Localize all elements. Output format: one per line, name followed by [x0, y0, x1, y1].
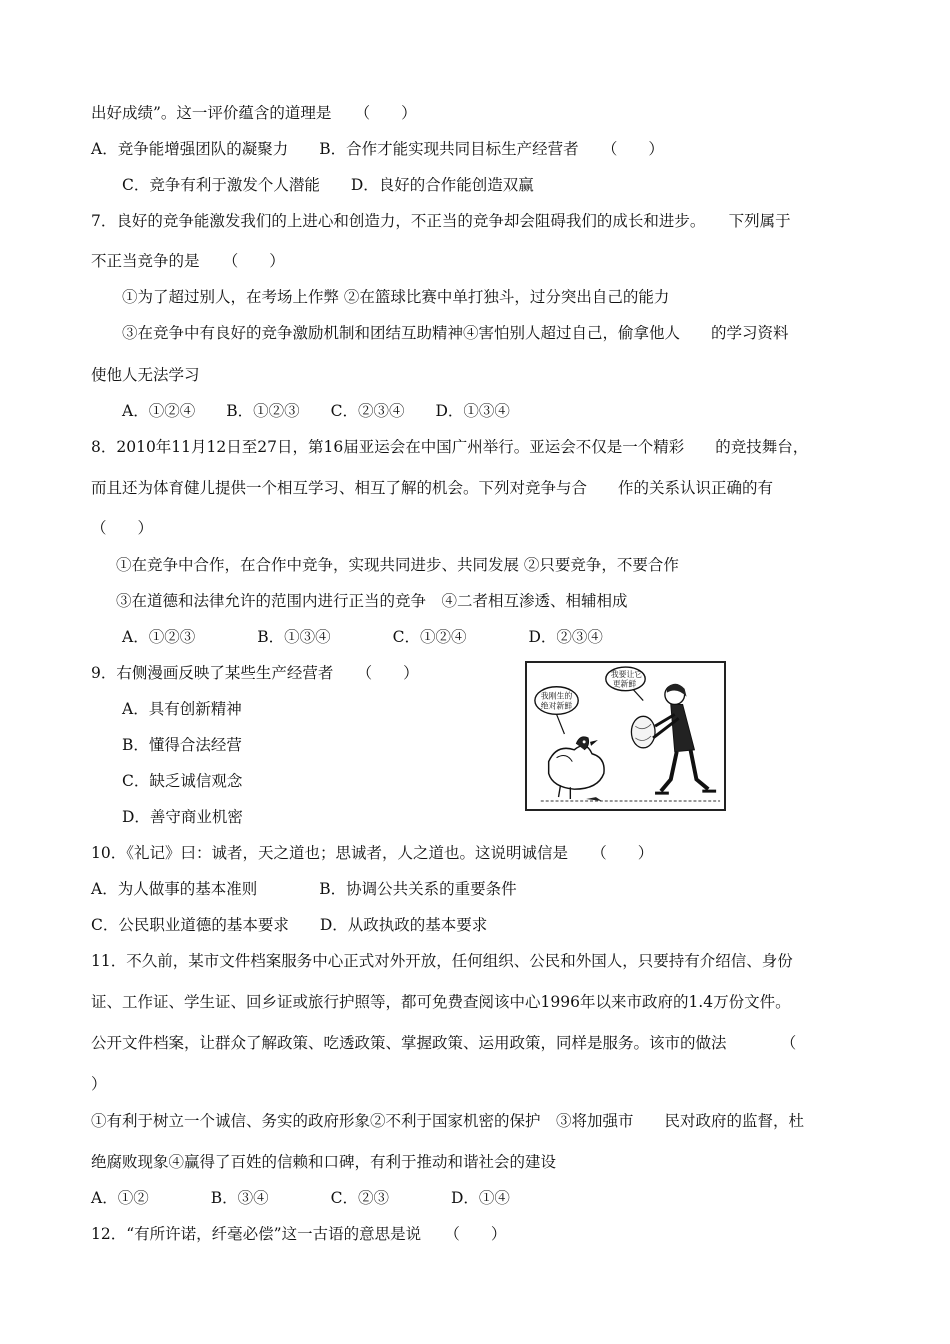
q7-options: A．①②④ B．①②③ C．②③④ D．①③④ — [122, 402, 510, 420]
q9-option-c: C．缺乏诚信观念 — [122, 772, 243, 790]
q8-stem: 8．2010年11月12日至27日，第16届亚运会在中国广州举行。亚运会不仅是一个精彩 的竞技舞台， — [91, 438, 809, 456]
q6-options-cd: C．竞争有利于激发个人潜能 D．良好的合作能创造双赢 — [122, 176, 534, 194]
cartoon-image — [525, 661, 726, 811]
q7-item-4-cont: 使他人无法学习 — [91, 366, 200, 384]
q8-options: A．①②③ B．①③④ C．①②④ D．②③④ — [122, 628, 603, 646]
q9-option-a: A．具有创新精神 — [122, 700, 242, 718]
q11-options: A．①② B．③④ C．②③ D．①④ — [91, 1189, 510, 1207]
bubble-left-line1: 我刚生的 — [540, 691, 573, 701]
q10-options-cd: C．公民职业道德的基本要求 D．从政执政的基本要求 — [91, 916, 488, 934]
q8-stem-cont: 而且还为体育健儿提供一个相互学习、相互了解的机会。下列对竞争与合 作的关系认识正确的有 — [91, 479, 774, 497]
q6-options-ab: A．竞争能增强团队的凝聚力 B．合作才能实现共同目标生产经营者 （ ） — [91, 140, 664, 158]
q11-stem: 11．不久前，某市文件档案服务中心正式对外开放，任何组织、公民和外国人，只要持有介绍信、身份 — [91, 952, 793, 970]
bubble-left-line2: 绝对新鲜 — [540, 701, 573, 711]
q7-stem-cont: 不正当竞争的是 （ ） — [91, 252, 285, 270]
bubble-right-line1: 我要让它 — [610, 669, 643, 679]
q9-option-b: B．懂得合法经营 — [122, 736, 242, 754]
q11-answer-bracket: ） — [91, 1075, 107, 1093]
bubble-right-line2: 更新鲜 — [612, 679, 637, 689]
q7-item-3-4: ③在竞争中有良好的竞争激励机制和团结互助精神④害怕别人超过自己，偷拿他人 的学习资料 — [122, 324, 789, 342]
q11-items: ①有利于树立一个诚信、务实的政府形象②不利于国家机密的保护 ③将加强市 民对政府的监督，杜 — [91, 1112, 805, 1130]
q11-stem-cont-2: 公开文件档案，让群众了解政策、吃透政策、掌握政策、运用政策，同样是服务。该市的做法 （ — [91, 1034, 797, 1052]
q6-stem-end: 出好成绩”。这一评价蕴含的道理是 （ ） — [91, 104, 417, 122]
q8-answer-bracket: （ ） — [91, 519, 154, 537]
q7-item-1-2: ①为了超过别人，在考场上作弊 ②在篮球比赛中单打独斗，过分突出自己的能力 — [122, 288, 670, 306]
q8-item-3-4: ③在道德和法律允许的范围内进行正当的竞争 ④二者相互渗透、相辅相成 — [116, 592, 628, 610]
q8-item-1-2: ①在竞争中合作，在合作中竞争，实现共同进步、共同发展 ②只要竞争，不要合作 — [116, 556, 679, 574]
q10-stem: 10．《礼记》曰：诚者，天之道也；思诚者，人之道也。这说明诚信是 （ ） — [91, 844, 654, 862]
q11-items-cont: 绝腐败现象④赢得了百姓的信赖和口碑，有利于推动和谐社会的建设 — [91, 1153, 557, 1171]
q10-options-ab: A．为人做事的基本准则 B．协调公共关系的重要条件 — [91, 880, 517, 898]
q9-stem: 9．右侧漫画反映了某些生产经营者 （ ） — [91, 664, 419, 682]
q7-stem: 7．良好的竞争能激发我们的上进心和创造力，不正当的竞争却会阻碍我们的成长和进步。 下列属于 — [91, 212, 791, 230]
q12-stem: 12．“有所许诺，纤毫必偿”这一古语的意思是说 （ ） — [91, 1225, 507, 1243]
q9-option-d: D．善守商业机密 — [122, 808, 243, 826]
q11-stem-cont-1: 证、工作证、学生证、回乡证或旅行护照等，都可免费查阅该中心1996年以来市政府的1.4万份文件。 — [91, 993, 791, 1011]
